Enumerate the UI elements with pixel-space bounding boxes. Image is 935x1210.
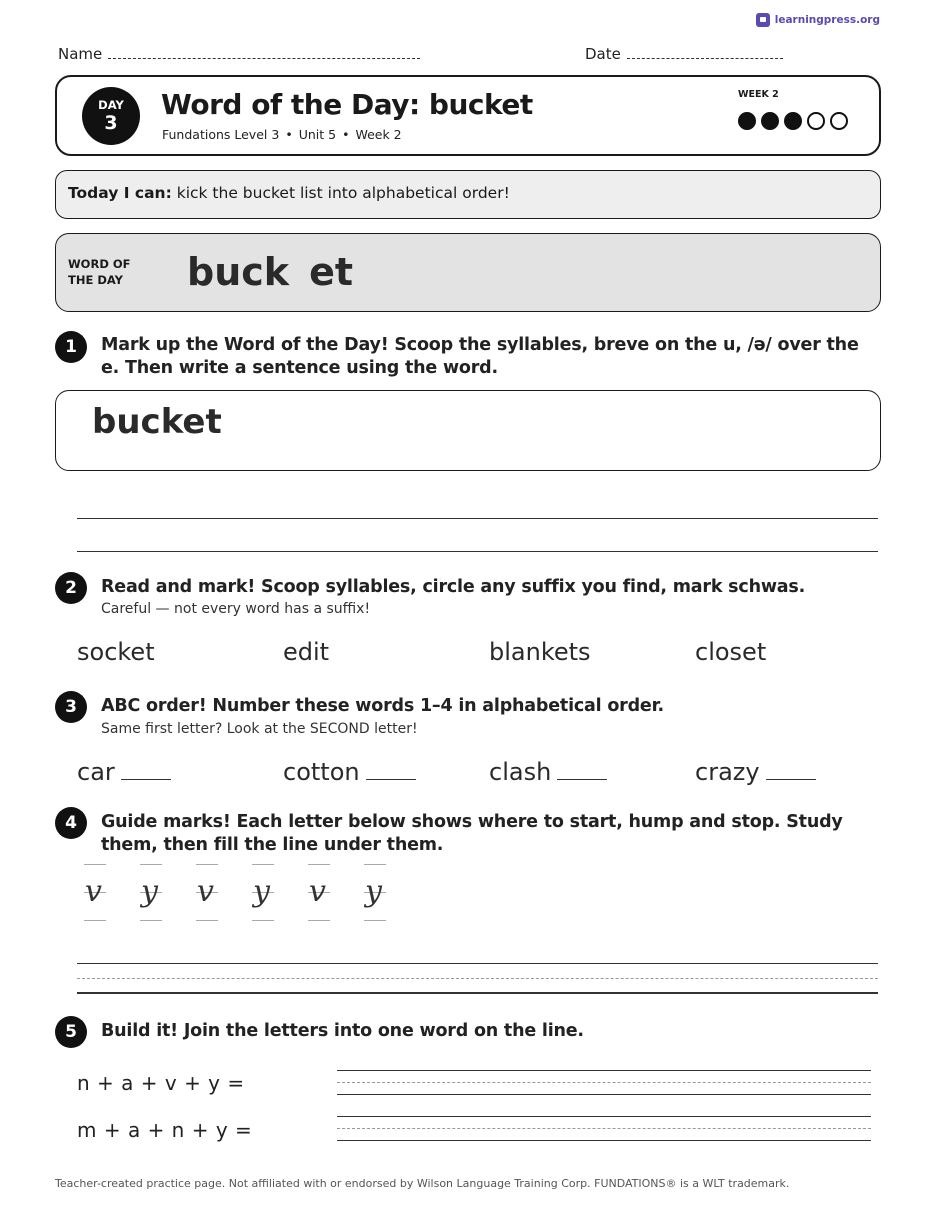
answer-mid-line[interactable]: [337, 1128, 871, 1129]
progress-dot-filled: [784, 112, 802, 130]
guide-line: [308, 864, 330, 865]
word-of-day-tag: [68, 256, 158, 288]
page-title: Word of the Day: bucket: [161, 88, 533, 121]
progress-dot-filled: [761, 112, 779, 130]
goal-text: kick the bucket list into alphabetical order!: [171, 184, 510, 202]
number-blank[interactable]: [121, 760, 171, 780]
date-blank[interactable]: [627, 46, 783, 59]
name-date-row: [58, 45, 788, 67]
list-item: [489, 758, 607, 786]
cursive-letter: y: [253, 874, 270, 909]
guide-line: [364, 864, 386, 865]
name-blank[interactable]: [108, 46, 420, 59]
question-hint: Same first letter? Look at the SECOND letter!: [101, 721, 418, 737]
page-subtitle: [162, 127, 402, 142]
guide-line: [84, 920, 106, 921]
subtitle-separator: •: [285, 127, 293, 142]
question-title: Guide marks! Each letter below shows where to start, hump and stop. Study them, then fill the line under them.: [101, 812, 843, 855]
week-label: WEEK 2: [738, 89, 779, 100]
subtitle-level: Fundations Level 3: [162, 127, 280, 142]
guide-line: [252, 864, 274, 865]
question-number: 5: [55, 1016, 87, 1048]
answer-mid-line[interactable]: [337, 1082, 871, 1083]
word-of-day-tag-line: WORD OF: [68, 257, 131, 271]
question-title: Read and mark! Scoop syllables, circle any suffix you find, mark schwas.: [101, 577, 806, 597]
guide-line: [140, 864, 162, 865]
abc-word: clash: [489, 758, 552, 786]
syllable: buck: [187, 250, 290, 294]
handwriting-mid-line[interactable]: [77, 978, 878, 979]
week-progress: [738, 112, 848, 130]
number-blank[interactable]: [557, 760, 607, 780]
brand-link[interactable]: [756, 13, 880, 27]
letter-equation: n + a + v + y =: [77, 1071, 245, 1095]
abc-word: car: [77, 758, 115, 786]
markup-word: bucket: [92, 402, 222, 442]
guide-line: [140, 920, 162, 921]
list-item: [695, 758, 816, 786]
cursive-letter-guide: [196, 862, 220, 922]
answer-top-line[interactable]: [337, 1070, 871, 1071]
cursive-letter: v: [309, 874, 326, 909]
markup-box[interactable]: [55, 390, 881, 471]
cursive-letter: y: [141, 874, 158, 909]
number-blank[interactable]: [366, 760, 416, 780]
date-label: Date: [585, 45, 621, 63]
question-title: Mark up the Word of the Day! Scoop the syllables, breve on the u, /ə/ over the e. Then write a sentence using the word.: [101, 335, 859, 378]
progress-dot-filled: [738, 112, 756, 130]
abc-word: crazy: [695, 758, 760, 786]
question-title: Build it! Join the letters into one word on the line.: [101, 1021, 584, 1041]
guide-line: [308, 920, 330, 921]
cursive-letter: y: [365, 874, 382, 909]
answer-base-line[interactable]: [337, 1094, 871, 1095]
cursive-letter-guide: [252, 862, 276, 922]
list-item[interactable]: edit: [283, 638, 330, 666]
subtitle-separator: •: [342, 127, 350, 142]
question-number: 4: [55, 807, 87, 839]
question-number: 2: [55, 572, 87, 604]
question-hint: Careful — not every word has a suffix!: [101, 601, 371, 617]
abc-word: cotton: [283, 758, 360, 786]
brand-label: learningpress.org: [774, 14, 880, 26]
footer-disclaimer: Teacher-created practice page. Not affiliated with or endorsed by Wilson Language Training Corp. FUNDATIONS® is a WLT trademark.: [55, 1177, 790, 1190]
suffix-word-list: [77, 638, 907, 668]
sentence-line[interactable]: [77, 551, 878, 552]
cursive-letter-guide: [140, 862, 164, 922]
subtitle-week: Week 2: [355, 127, 402, 142]
list-item: [283, 758, 416, 786]
answer-top-line[interactable]: [337, 1116, 871, 1117]
name-field[interactable]: [58, 45, 420, 63]
sentence-line[interactable]: [77, 518, 878, 519]
word-of-day-tag-line: THE DAY: [68, 273, 124, 287]
handwriting-base-line[interactable]: [77, 992, 878, 994]
answer-base-line[interactable]: [337, 1140, 871, 1141]
handwriting-top-line[interactable]: [77, 963, 878, 964]
list-item[interactable]: blankets: [489, 638, 591, 666]
day-number: 3: [104, 112, 118, 134]
list-item[interactable]: closet: [695, 638, 767, 666]
day-badge: [82, 87, 140, 145]
guide-line: [196, 864, 218, 865]
goal-prefix: Today I can:: [68, 184, 172, 202]
question-number: 1: [55, 331, 87, 363]
guide-line: [364, 920, 386, 921]
cursive-letter-guide: [364, 862, 388, 922]
guide-line: [196, 920, 218, 921]
goal-banner: [55, 170, 881, 219]
guide-line: [84, 864, 106, 865]
cursive-letter-guide: [308, 862, 332, 922]
progress-dot-empty: [830, 112, 848, 130]
question-title: ABC order! Number these words 1–4 in alphabetical order.: [101, 696, 664, 716]
cursive-letter: v: [197, 874, 214, 909]
date-field[interactable]: [585, 45, 783, 63]
list-item: [77, 758, 171, 786]
cursive-letter-guide: [84, 862, 108, 922]
header-card: [55, 75, 881, 156]
word-of-day-card: [55, 233, 881, 312]
logo-icon: [756, 13, 770, 27]
list-item[interactable]: socket: [77, 638, 155, 666]
question-number: 3: [55, 691, 87, 723]
number-blank[interactable]: [766, 760, 816, 780]
name-label: Name: [58, 45, 103, 63]
cursive-letter: v: [85, 874, 102, 909]
letter-equation: m + a + n + y =: [77, 1118, 253, 1142]
word-of-day-syllables: [187, 250, 353, 294]
abc-word-list: [77, 758, 907, 788]
subtitle-unit: Unit 5: [298, 127, 337, 142]
progress-dot-empty: [807, 112, 825, 130]
syllable: et: [309, 250, 353, 294]
guide-line: [252, 920, 274, 921]
day-label: DAY: [98, 98, 124, 112]
